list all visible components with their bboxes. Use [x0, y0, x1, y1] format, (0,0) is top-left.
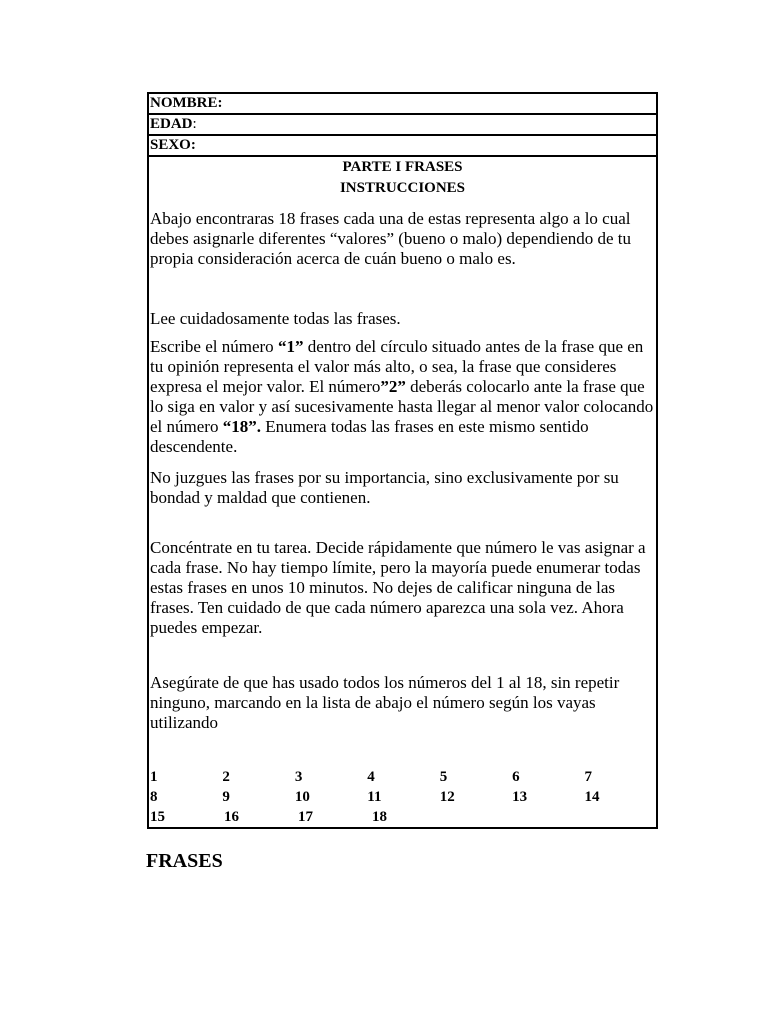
- paragraph-6: Asegúrate de que has usado todos los números del 1 al 18, sin repetir ninguno, marcando en la lista de abajo el número según los vayas utilizando: [150, 673, 620, 732]
- questionnaire-form: [147, 92, 658, 829]
- frases-heading: FRASES: [146, 850, 223, 872]
- paragraph-3: [149, 337, 656, 457]
- edad-field[interactable]: [149, 115, 656, 136]
- sexo-label: SEXO:: [150, 137, 196, 153]
- paragraph-5: Concéntrate en tu tarea. Decide rápidamente que número le vas asignar a cada frase. No hay tiempo límite, pero la mayoría puede enumerar todas estas frases en unos 10 minutos. No dejes de calificar ninguna de las frases. Ten cuidado de que cada número aparezca una sola vez. Ahora puedes empezar.: [150, 538, 646, 637]
- number-cell[interactable]: 8: [150, 789, 158, 805]
- p3-text-e: deberás colocarlo ante la frase que lo siga en valor y así sucesivamente hasta llegar al menor valor colocando el número: [150, 377, 654, 436]
- number-cell[interactable]: 15: [150, 809, 165, 825]
- number-row-1: [149, 767, 656, 787]
- number-cell[interactable]: 17: [298, 809, 313, 825]
- paragraph-1: Abajo encontraras 18 frases cada una de estas representa algo a lo cual debes asignarle diferentes “valores” (bueno o malo) dependiendo de tu propia consideración acerca de cuán bueno o malo es.: [150, 209, 632, 268]
- p3-text-g: Enumera todas las frases en este mismo sentido descendente.: [150, 417, 589, 456]
- nombre-label: NOMBRE:: [150, 95, 223, 111]
- p3-number-1: “1”: [277, 337, 304, 356]
- edad-label: EDAD: [150, 116, 193, 132]
- paragraph-2: Lee cuidadosamente todas las frases.: [150, 309, 401, 328]
- edad-colon: :: [192, 116, 197, 132]
- number-row-3: [149, 807, 656, 827]
- nombre-field[interactable]: [149, 94, 656, 115]
- number-cell[interactable]: 4: [367, 769, 375, 785]
- p3-text-c: dentro del círculo situado antes de la frase que en tu opinión representa el valor más alto, o sea, la frase que consideres expresa el mejor valor. El número: [150, 337, 644, 396]
- section-subtitle: INSTRUCCIONES: [339, 180, 466, 196]
- number-cell[interactable]: 16: [224, 809, 239, 825]
- number-cell[interactable]: 12: [439, 789, 455, 805]
- paragraph-4: No juzgues las frases por su importancia, sino exclusivamente por su bondad y maldad que contienen.: [150, 468, 619, 507]
- sexo-field[interactable]: [149, 136, 656, 157]
- number-cell[interactable]: 5: [439, 769, 448, 785]
- number-row-2: [149, 787, 656, 807]
- number-list: [149, 767, 656, 827]
- number-cell[interactable]: 10: [294, 789, 310, 805]
- number-cell[interactable]: 1: [150, 769, 158, 785]
- number-cell[interactable]: 2: [222, 769, 230, 785]
- number-cell[interactable]: 13: [512, 789, 528, 805]
- number-cell[interactable]: 11: [367, 789, 382, 805]
- number-cell[interactable]: 7: [584, 769, 593, 785]
- section-title: PARTE I FRASES: [342, 159, 463, 175]
- p3-number-18: “18”.: [222, 417, 261, 436]
- number-cell[interactable]: 14: [584, 789, 600, 805]
- p3-text-a: Escribe el número: [150, 337, 278, 356]
- number-cell[interactable]: 6: [512, 769, 520, 785]
- number-cell[interactable]: 18: [372, 809, 387, 825]
- p3-number-2: ”2”: [380, 377, 406, 396]
- number-cell[interactable]: 9: [222, 789, 230, 805]
- number-cell[interactable]: 3: [294, 769, 303, 785]
